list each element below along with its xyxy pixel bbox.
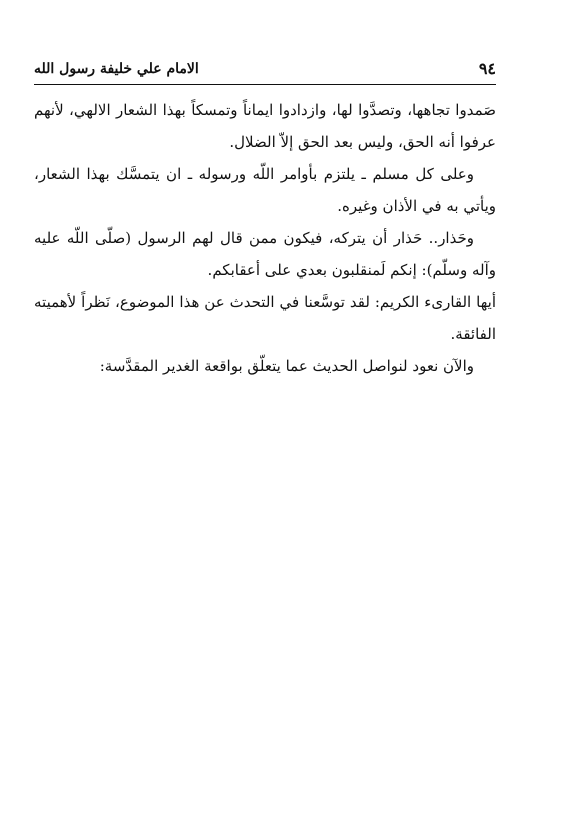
- paragraph-4: أيها القارىء الكريم: لقد توسَّعنا في التحدث عن هذا الموضوع، نَظراً لأهميته الفائقة.: [34, 293, 496, 343]
- paragraph-5: والآن نعود لنواصل الحديث عما يتعلّق بواقعة الغدير المقدَّسة:: [99, 357, 474, 375]
- paragraph-3: وحَذار.. حَذار أن يتركه، فيكون ممن قال لهم الرسول (صلّى اللّه عليه وآله وسلّم): إنكم لَمنقلبون بعدي على أعقابكم.: [34, 229, 496, 279]
- header-divider: [34, 84, 496, 85]
- running-title: الامام علي خليفة رسول الله: [34, 61, 199, 77]
- paragraph-2: وعلى كل مسلم ـ يلتزم بأوامر اللّه ورسوله ـ ان يتمسَّك بهذا الشعار، ويأتي به في الأذان وغيره.: [34, 165, 496, 215]
- page-header: [34, 58, 496, 82]
- paragraph-1: صَمدوا تجاهها، وتصدَّوا لها، وازدادوا ايماناً وتمسكاً بهذا الشعار الالهي، لأنهم عرفوا أنه الحق، وليس بعد الحق إلاّ الضلال.: [34, 101, 496, 151]
- body-text: [34, 94, 496, 382]
- page-number: ٩٤: [478, 59, 496, 78]
